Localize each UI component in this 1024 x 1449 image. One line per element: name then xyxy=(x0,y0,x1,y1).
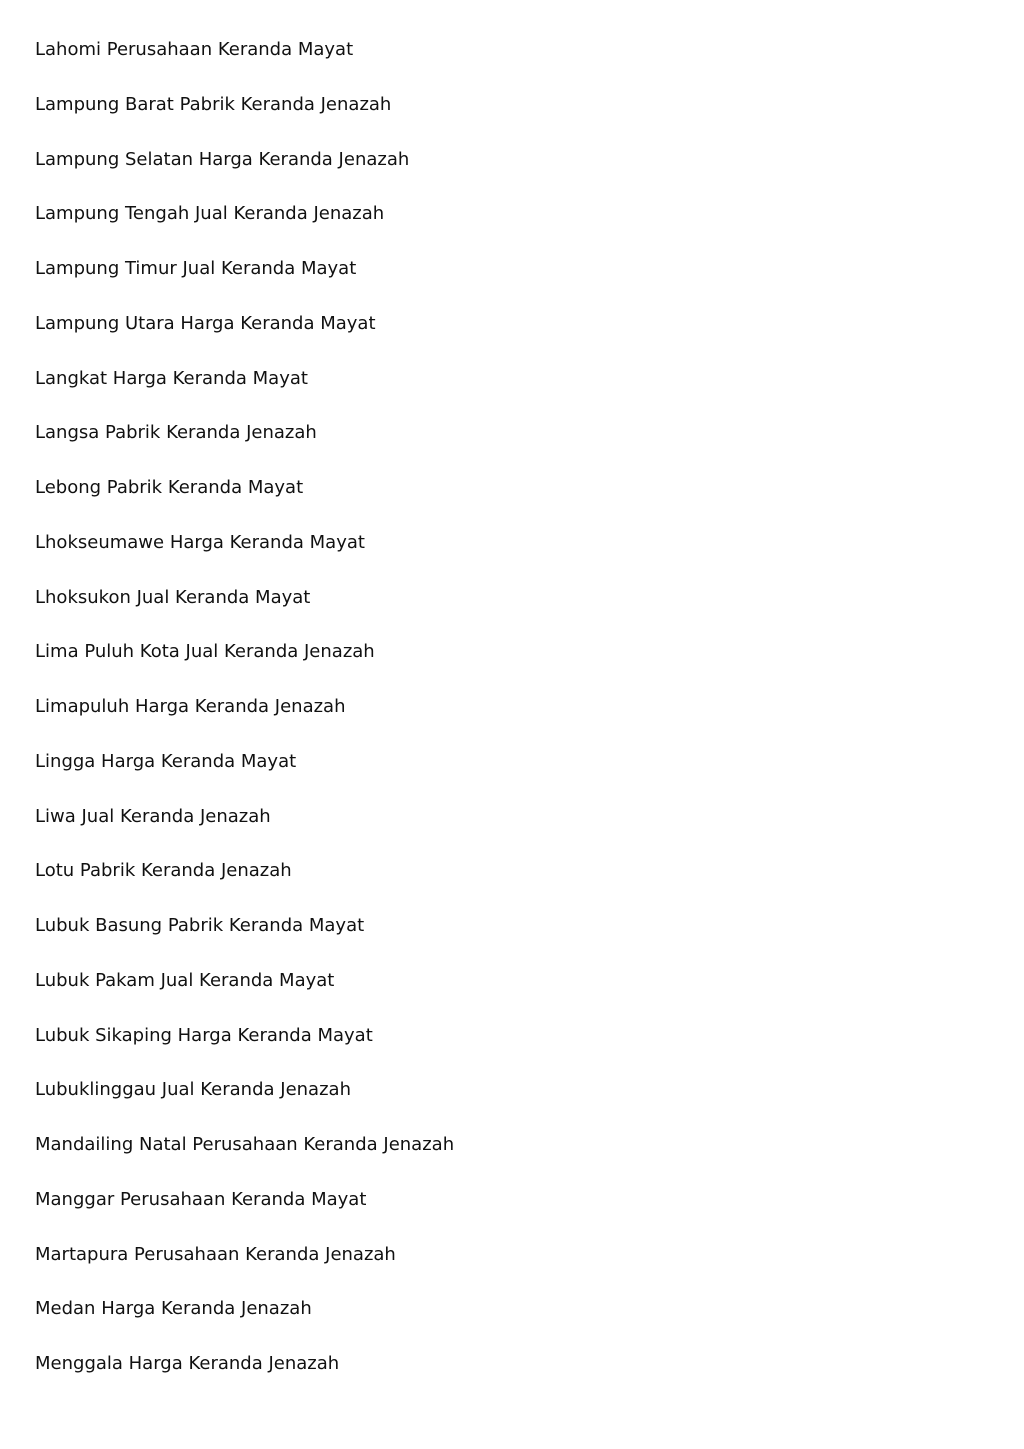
text-line: Lubuklinggau Jual Keranda Jenazah xyxy=(35,1079,351,1101)
text-line: Manggar Perusahaan Keranda Mayat xyxy=(35,1188,367,1210)
text-line: Medan Harga Keranda Jenazah xyxy=(35,1298,312,1320)
text-line: Lampung Utara Harga Keranda Mayat xyxy=(35,312,376,334)
text-line: Lebong Pabrik Keranda Mayat xyxy=(35,477,304,498)
text-line: Lhoksukon Jual Keranda Mayat xyxy=(35,586,311,608)
text-line-list xyxy=(35,36,454,1405)
text-line: Limapuluh Harga Keranda Jenazah xyxy=(35,696,346,717)
text-line: Liwa Jual Keranda Jenazah xyxy=(35,805,271,827)
text-line: Lubuk Sikaping Harga Keranda Mayat xyxy=(35,1024,373,1046)
text-line: Lubuk Pakam Jual Keranda Mayat xyxy=(35,969,335,991)
text-line: Lhokseumawe Harga Keranda Mayat xyxy=(35,531,365,553)
text-line: Menggala Harga Keranda Jenazah xyxy=(35,1353,340,1374)
text-line: Lampung Tengah Jual Keranda Jenazah xyxy=(35,203,385,225)
text-line: Mandailing Natal Perusahaan Keranda Jenazah xyxy=(35,1134,455,1155)
text-line: Lampung Barat Pabrik Keranda Jenazah xyxy=(35,93,392,115)
text-line: Lima Puluh Kota Jual Keranda Jenazah xyxy=(35,641,375,663)
text-line: Lahomi Perusahaan Keranda Mayat xyxy=(35,39,354,60)
text-line: Lubuk Basung Pabrik Keranda Mayat xyxy=(35,915,365,936)
text-line: Martapura Perusahaan Keranda Jenazah xyxy=(35,1243,396,1265)
text-line: Lotu Pabrik Keranda Jenazah xyxy=(35,860,292,882)
text-line: Langsa Pabrik Keranda Jenazah xyxy=(35,422,317,444)
text-line: Lingga Harga Keranda Mayat xyxy=(35,750,297,772)
text-line: Langkat Harga Keranda Mayat xyxy=(35,367,308,389)
text-line: Lampung Selatan Harga Keranda Jenazah xyxy=(35,148,410,170)
text-line: Lampung Timur Jual Keranda Mayat xyxy=(35,258,357,279)
